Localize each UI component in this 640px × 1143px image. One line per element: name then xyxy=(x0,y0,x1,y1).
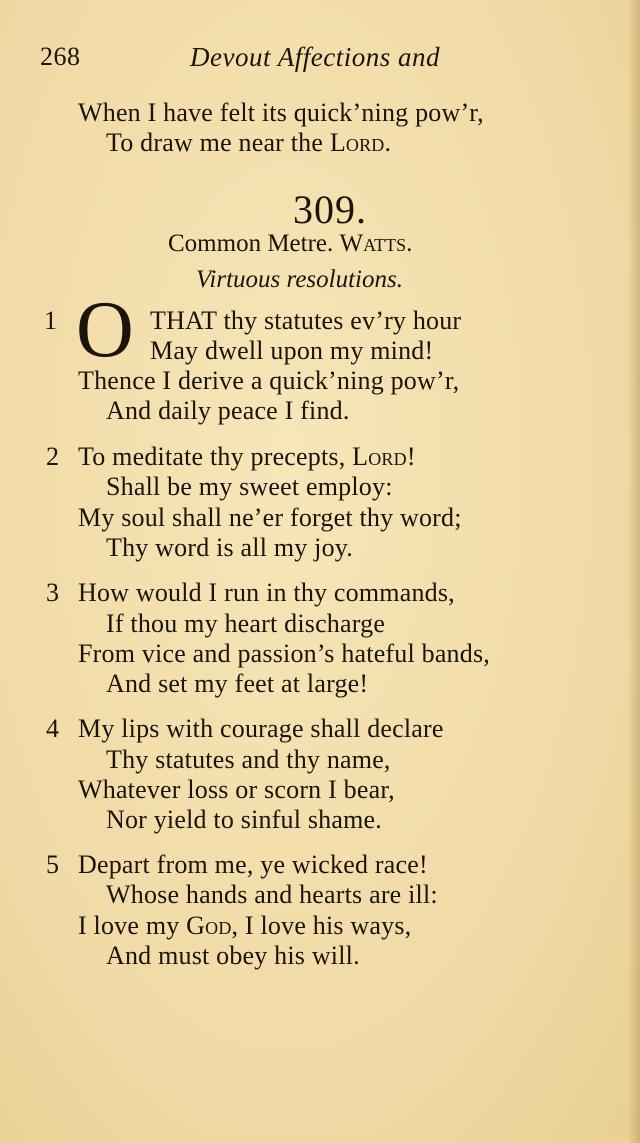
stanza-4-line-3: Whatever loss or scorn I bear, xyxy=(78,775,395,804)
stanza-3-line-4: And set my feet at large! xyxy=(106,669,369,698)
stanza-2-line-1-text: To meditate thy precepts, xyxy=(78,442,346,471)
stanza-5-god: God, xyxy=(186,911,239,940)
stanza-1-line-4: And daily peace I find. xyxy=(106,396,350,425)
stanza-number-3: 3 xyxy=(46,578,59,607)
drop-cap: O xyxy=(76,286,134,374)
stanza-4-line-2: Thy statutes and thy name, xyxy=(106,745,391,774)
stanza-number-5: 5 xyxy=(46,850,59,879)
hymn-number-text: 309. xyxy=(293,187,367,232)
carryover-line-2-text: To draw me near the xyxy=(106,128,324,157)
stanza-3-line-2: If thou my heart discharge xyxy=(106,609,386,638)
stanza-5-line-1: Depart from me, ye wicked race! xyxy=(78,850,428,879)
hymn-number xyxy=(0,186,640,233)
running-head: Devout Affections and xyxy=(190,42,440,72)
stanza-3-line-1: How would I run in thy commands, xyxy=(78,578,455,607)
stanza-3-line-3: From vice and passion’s hateful bands, xyxy=(78,639,490,668)
hymn-metre xyxy=(168,230,412,258)
carryover-line-2 xyxy=(106,128,391,158)
stanza-number-4: 4 xyxy=(46,714,59,743)
carryover-lord: Lord. xyxy=(329,128,392,157)
stanza-1-line-2: May dwell upon my mind! xyxy=(150,336,434,365)
carryover-line-1: When I have felt its quick’ning pow’r, xyxy=(78,98,484,127)
page-header xyxy=(40,42,600,82)
hymn-subtitle: Virtuous resolutions. xyxy=(196,266,403,293)
hymn-author: Watts. xyxy=(339,230,413,257)
stanza-5-line-3-tail: I love his ways, xyxy=(238,911,412,940)
stanza-number-2: 2 xyxy=(46,442,59,471)
stanza-number-1: 1 xyxy=(44,306,57,335)
stanza-5-line-2: Whose hands and hearts are ill: xyxy=(106,880,438,909)
stanza-2-line-1 xyxy=(78,442,416,472)
stanza-2-line-2: Shall be my sweet employ: xyxy=(106,472,393,501)
stanza-1-line-1: THAT thy statutes ev’ry hour xyxy=(150,306,462,335)
stanza-1-line-3: Thence I derive a quick’ning pow’r, xyxy=(78,366,460,395)
stanza-2-lord: Lord! xyxy=(352,442,416,471)
stanza-4-line-1: My lips with courage shall declare xyxy=(78,714,444,743)
stanza-5-line-3 xyxy=(78,911,411,941)
metre-text: Common Metre. xyxy=(168,230,334,257)
stanza-4-line-4: Nor yield to sinful shame. xyxy=(106,805,382,834)
stanza-5-line-4: And must obey his will. xyxy=(106,941,360,970)
stanza-2-line-4: Thy word is all my joy. xyxy=(106,533,354,562)
stanza-5-line-3-head: I love my xyxy=(78,911,180,940)
page-edge-shadow xyxy=(628,0,640,1143)
stanza-2-line-3: My soul shall ne’er forget thy word; xyxy=(78,503,462,532)
page-number: 268 xyxy=(40,42,81,71)
